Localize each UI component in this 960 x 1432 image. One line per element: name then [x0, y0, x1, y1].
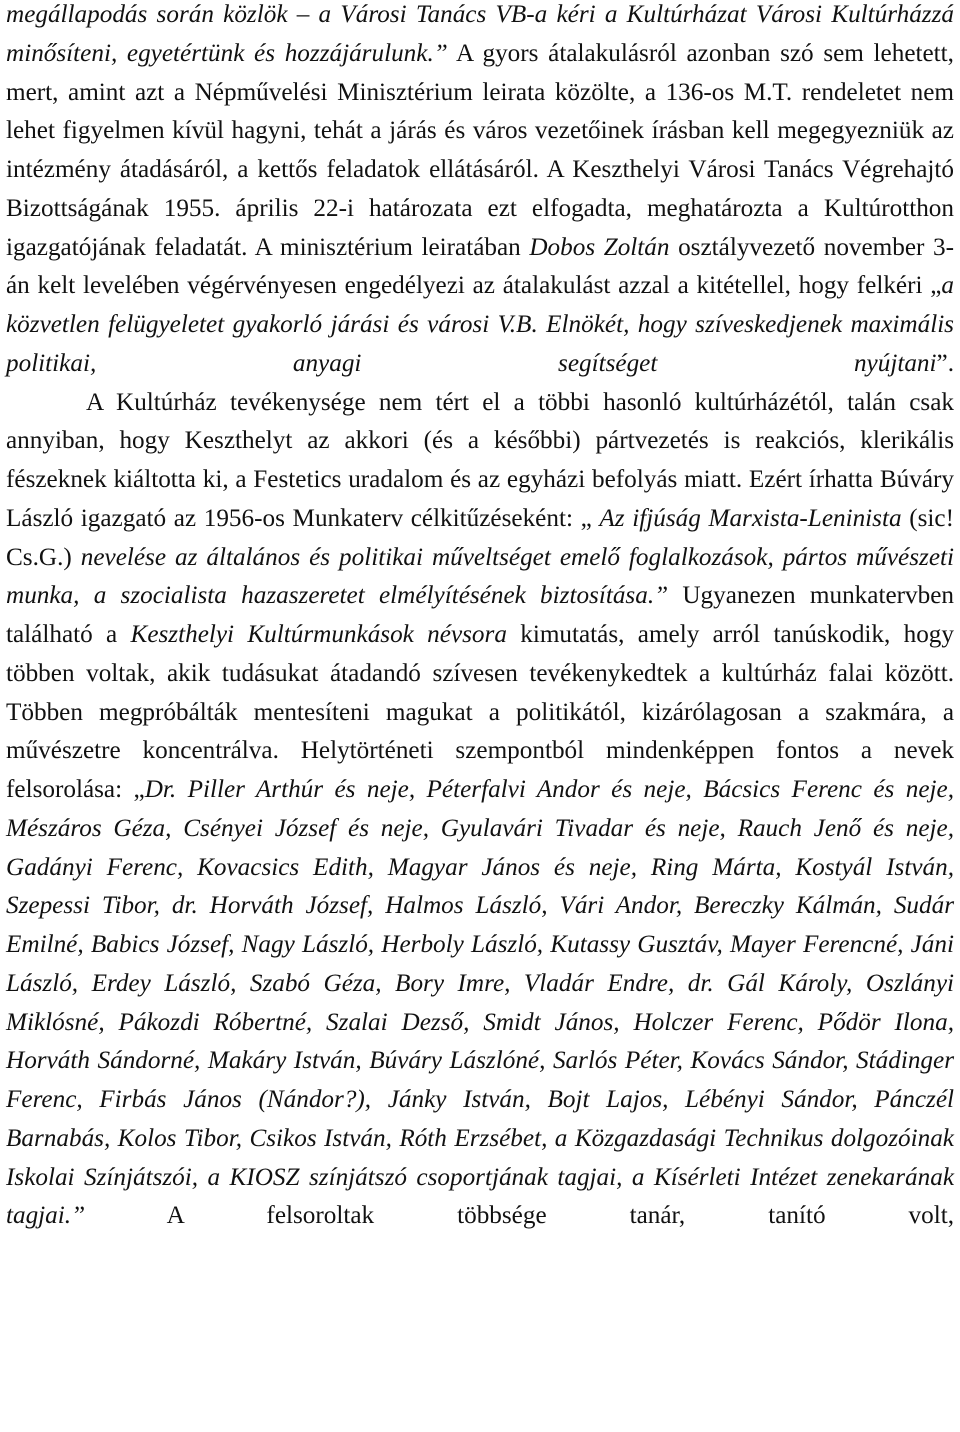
quote-work-plan-objective: Az ifjúság Marxista-Leninista — [599, 504, 902, 532]
quote-city-council-request: megállapodás során közlök – a Városi Tanács VB-a kéri a Kultúrházat Városi Kultúrházzá minősíteni, egyetértünk és hozzájárulunk.” — [6, 1, 954, 67]
body-text: A gyors átalakulásról azonban szó sem lehetett, mert, amint azt a Népművelési Minisztérium leirata közölte, a 136-os M.T. rendeletet nem lehet figyelmen kívül hagyni, tehát a járás és város vezetőinek írásban kell megegyezniük az intézmény átadásáról, a kettős feladatok ellátásáról. A Keszthelyi Városi Tanács Végrehajtó Bizottságának 1955. április 22-i határozata ezt elfogadta, meghatározta a Kultúrotthon igazgatójának feladatát. A minisztérium leiratában — [6, 39, 954, 261]
body-text: osztályvezető november 3-án kelt levelében végérvényesen engedélyezi az átalakulást azzal a kitétellel, hogy felkéri „ — [6, 233, 954, 300]
body-text: A Kultúrház tevékenysége nem tért el a többi hasonló kultúrházétól, talán csak annyiban, hogy Keszthelyt az akkori (és a későbbi) pártvezetés is reakciós, klerikális fészeknek kiáltotta ki, a Festetics uradalom és az egyházi befolyás miatt. Ezért írhatta Búváry László igazgató az 1956-os Munkaterv célkitűzéseként: „ — [6, 388, 954, 532]
paragraph-1 — [6, 0, 954, 384]
body-text: kimutatás, amely arról tanúskodik, hogy többen voltak, akik tudásukat átadandó szívesen tevékenykedtek a kultúrház falai között. Többen megpróbálták mentesíteni magukat a politikától, kizárólagosan a szakmára, a művészetre koncentrálva. Helytörténeti szempontból mindenképpen fontos a nevek felsorolása: „ — [6, 621, 954, 803]
quote-work-plan-objective: nevelése az általános és politikai műveltséget emelő foglalkozások, pártos művészeti munka, a szocialista hazaszeretet elmélyítésének biztosítása.” — [6, 543, 954, 610]
body-text: Ugyanezen munkatervben található a — [6, 582, 954, 648]
document-title: Keszthelyi Kultúrmunkások névsora — [130, 621, 507, 648]
quote-ministry-request: a közvetlen felügyeletet gyakorló járási és városi V.B. Elnökét, hogy szíveskedjenek maximális politikai, anyagi segítséget nyújtani — [6, 272, 954, 377]
body-text: ”. — [936, 349, 954, 377]
body-text: (sic! Cs.G.) — [6, 504, 954, 571]
body-text: A felsoroltak többsége tanár, tanító volt, — [85, 1202, 954, 1230]
name-list: Dr. Piller Arthúr és neje, Péterfalvi Andor és neje, Bácsics Ferenc és neje, Mészáros Géza, Csényei József és neje, Gyulavári Tivadar és neje, Rauch Jenő és neje, Gadányi Ferenc, Kovacsics Edith, Magyar János és neje, Ring Márta, Kostyál István, Szepessi Tibor, dr. Horváth József, Halmos László, Vári Andor, Bereczky Kálmán, Sudár Emilné, Babics József, Nagy László, Herboly László, Kutassy Gusztáv, Mayer Ferencné, Jáni László, Erdey László, Szabó Géza, Bory Imre, Vladár Endre, dr. Gál Károly, Oszlányi Miklósné, Pákozdi Róbertné, Szalai Dezső, Smidt János, Holczer Ferenc, Pődör Ilona, Horváth Sándorné, Makáry István, Búváry Lászlóné, Sarlós Péter, Kovács Sándor, Stádinger Ferenc, Firbás János (Nándor?), Jánky István, Bojt Lajos, Lébényi Sándor, Pánczél Barnabás, Kolos Tibor, Csikos István, Róth Erzsébet, a Közgazdasági Technikus dolgozóinak Iskolai Színjátszói, a KIOSZ színjátszó csoportjának tagjai, a Kísérleti Intézet zenekarának tagjai.” — [6, 776, 954, 1230]
paragraph-2 — [6, 384, 954, 1237]
person-name: Dobos Zoltán — [529, 233, 670, 261]
